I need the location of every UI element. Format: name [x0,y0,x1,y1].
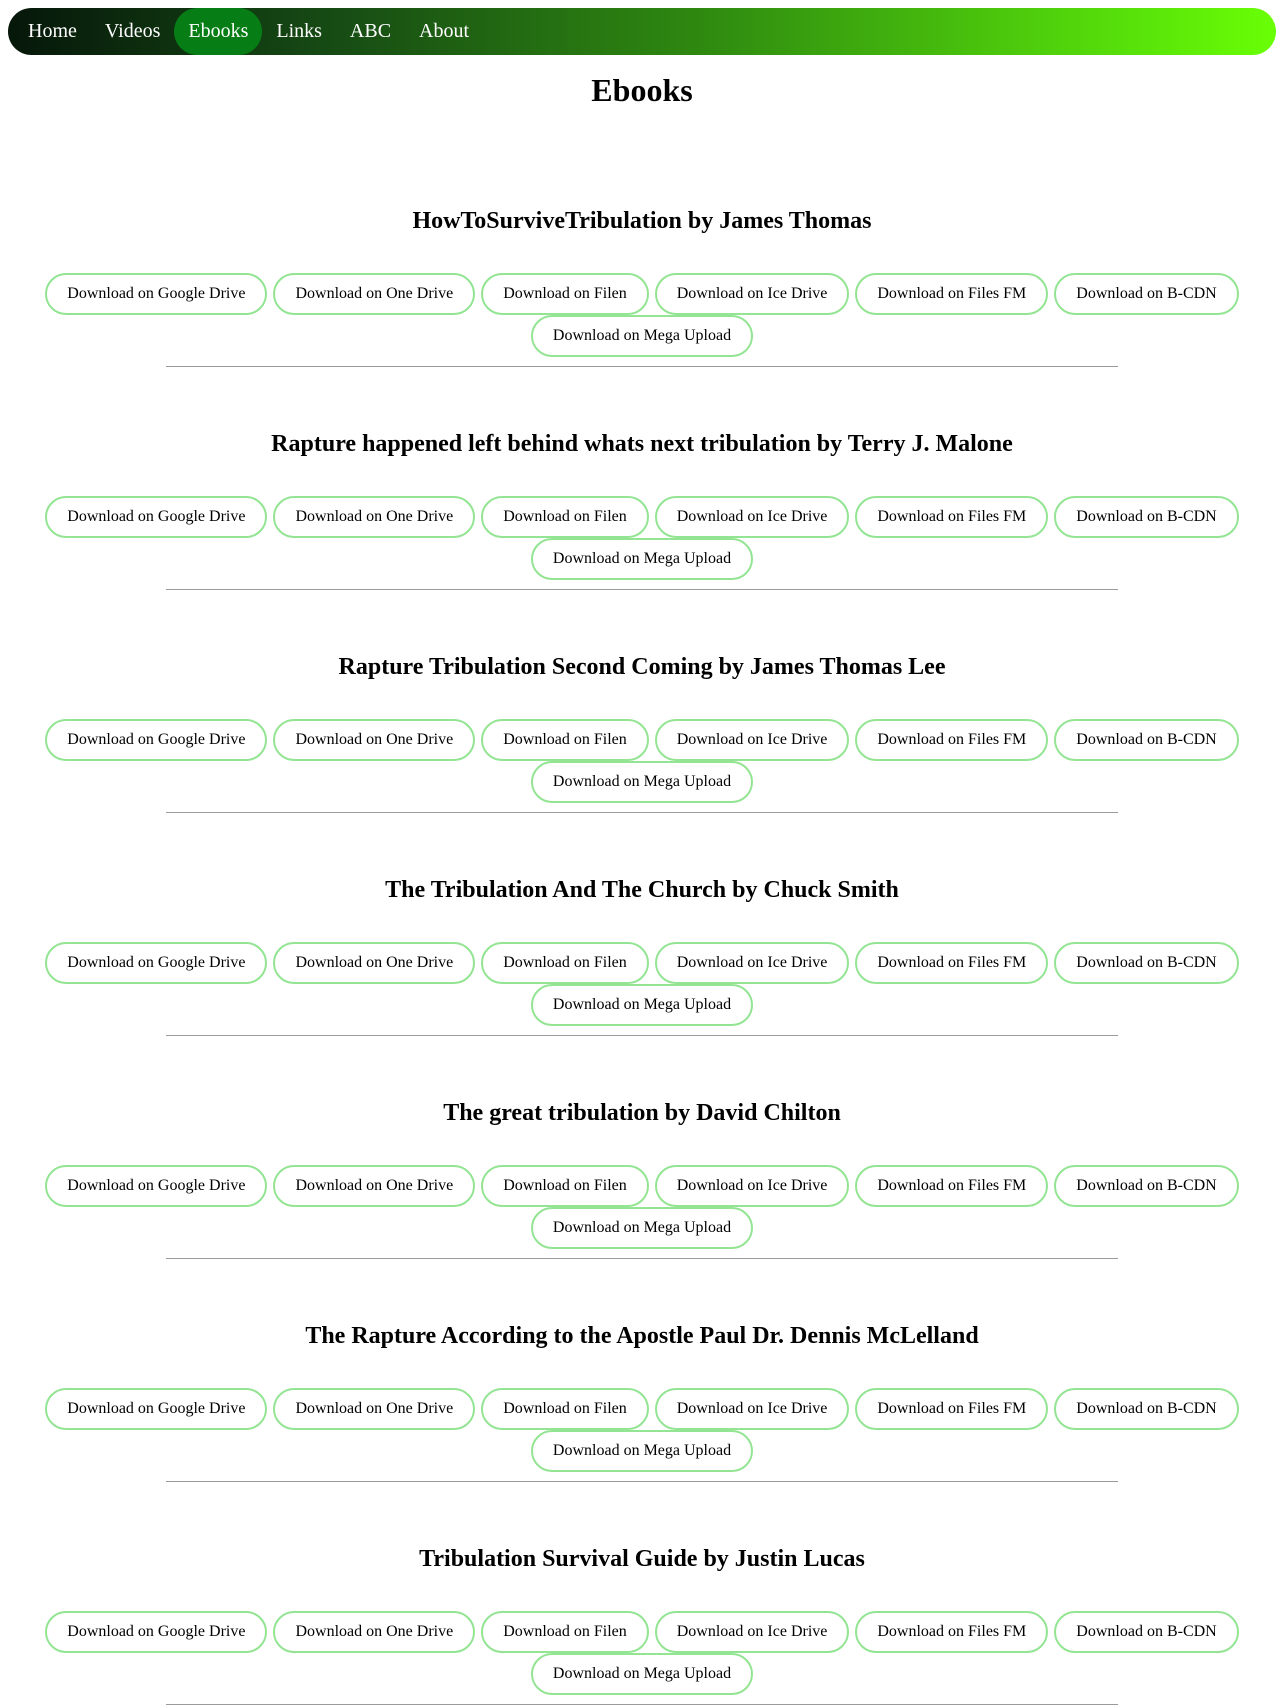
mega-upload-download-button[interactable]: Download on Mega Upload [531,538,753,580]
mega-upload-download-button[interactable]: Download on Mega Upload [531,315,753,357]
mega-upload-download-button[interactable]: Download on Mega Upload [531,1653,753,1695]
download-buttons-row [0,761,1284,803]
google-drive-download-button[interactable]: Download on Google Drive [45,1165,267,1207]
ebook-title: Rapture Tribulation Second Coming by James Thomas Lee [338,654,946,680]
download-buttons-row [0,1653,1284,1695]
one-drive-download-button[interactable]: Download on One Drive [273,942,475,984]
files-fm-download-button[interactable]: Download on Files FM [855,1165,1048,1207]
google-drive-download-button[interactable]: Download on Google Drive [45,496,267,538]
one-drive-download-button[interactable]: Download on One Drive [273,719,475,761]
download-buttons-row [0,984,1284,1026]
download-buttons-row [0,1165,1284,1207]
nav-home[interactable]: Home [28,20,77,42]
download-buttons-row [0,942,1284,984]
bcdn-download-button[interactable]: Download on B-CDN [1054,496,1238,538]
google-drive-download-button[interactable]: Download on Google Drive [45,1388,267,1430]
download-buttons-row [0,496,1284,538]
filen-download-button[interactable]: Download on Filen [481,1388,649,1430]
filen-download-button[interactable]: Download on Filen [481,719,649,761]
bcdn-download-button[interactable]: Download on B-CDN [1054,1388,1238,1430]
google-drive-download-button[interactable]: Download on Google Drive [45,1611,267,1653]
one-drive-download-button[interactable]: Download on One Drive [273,273,475,315]
page-title: Ebooks [591,72,693,108]
section-divider [166,589,1118,590]
bcdn-download-button[interactable]: Download on B-CDN [1054,273,1238,315]
ebook-title: The great tribulation by David Chilton [443,1100,841,1126]
google-drive-download-button[interactable]: Download on Google Drive [45,273,267,315]
ice-drive-download-button[interactable]: Download on Ice Drive [655,719,850,761]
files-fm-download-button[interactable]: Download on Files FM [855,1611,1048,1653]
section-divider [166,1258,1118,1259]
bcdn-download-button[interactable]: Download on B-CDN [1054,1611,1238,1653]
mega-upload-download-button[interactable]: Download on Mega Upload [531,984,753,1026]
section-divider [166,812,1118,813]
download-buttons-row [0,315,1284,357]
files-fm-download-button[interactable]: Download on Files FM [855,1388,1048,1430]
mega-upload-download-button[interactable]: Download on Mega Upload [531,1430,753,1472]
download-buttons-row [0,538,1284,580]
filen-download-button[interactable]: Download on Filen [481,496,649,538]
nav-links[interactable]: Links [276,20,322,42]
download-buttons-row [0,1388,1284,1430]
ice-drive-download-button[interactable]: Download on Ice Drive [655,496,850,538]
nav-abc[interactable]: ABC [349,20,392,42]
bcdn-download-button[interactable]: Download on B-CDN [1054,719,1238,761]
ebook-title: Rapture happened left behind whats next tribulation by Terry J. Malone [271,431,1013,457]
filen-download-button[interactable]: Download on Filen [481,273,649,315]
ebook-title: HowToSurviveTribulation by James Thomas [412,208,872,234]
ice-drive-download-button[interactable]: Download on Ice Drive [655,273,850,315]
filen-download-button[interactable]: Download on Filen [481,1165,649,1207]
section-divider [166,1035,1118,1036]
google-drive-download-button[interactable]: Download on Google Drive [45,942,267,984]
bcdn-download-button[interactable]: Download on B-CDN [1054,1165,1238,1207]
nav-about[interactable]: About [419,20,470,42]
one-drive-download-button[interactable]: Download on One Drive [273,1165,475,1207]
google-drive-download-button[interactable]: Download on Google Drive [45,719,267,761]
bcdn-download-button[interactable]: Download on B-CDN [1054,942,1238,984]
one-drive-download-button[interactable]: Download on One Drive [273,496,475,538]
files-fm-download-button[interactable]: Download on Files FM [855,942,1048,984]
nav-ebooks-active[interactable]: Ebooks [174,8,262,55]
ebook-title: Tribulation Survival Guide by Justin Lucas [419,1546,865,1572]
section-divider [166,366,1118,367]
download-buttons-row [0,273,1284,315]
download-buttons-row [0,1430,1284,1472]
ebook-title: The Rapture According to the Apostle Paul Dr. Dennis McLelland [305,1323,979,1349]
filen-download-button[interactable]: Download on Filen [481,1611,649,1653]
ice-drive-download-button[interactable]: Download on Ice Drive [655,1388,850,1430]
mega-upload-download-button[interactable]: Download on Mega Upload [531,1207,753,1249]
ice-drive-download-button[interactable]: Download on Ice Drive [655,1611,850,1653]
files-fm-download-button[interactable]: Download on Files FM [855,496,1048,538]
top-navigation [8,8,1276,55]
download-buttons-row [0,719,1284,761]
files-fm-download-button[interactable]: Download on Files FM [855,719,1048,761]
nav-videos[interactable]: Videos [104,20,161,42]
ice-drive-download-button[interactable]: Download on Ice Drive [655,942,850,984]
one-drive-download-button[interactable]: Download on One Drive [273,1611,475,1653]
section-divider [166,1481,1118,1482]
ice-drive-download-button[interactable]: Download on Ice Drive [655,1165,850,1207]
mega-upload-download-button[interactable]: Download on Mega Upload [531,761,753,803]
download-buttons-row [0,1207,1284,1249]
filen-download-button[interactable]: Download on Filen [481,942,649,984]
download-buttons-row [0,1611,1284,1653]
one-drive-download-button[interactable]: Download on One Drive [273,1388,475,1430]
ebook-title: The Tribulation And The Church by Chuck Smith [385,877,899,903]
files-fm-download-button[interactable]: Download on Files FM [855,273,1048,315]
